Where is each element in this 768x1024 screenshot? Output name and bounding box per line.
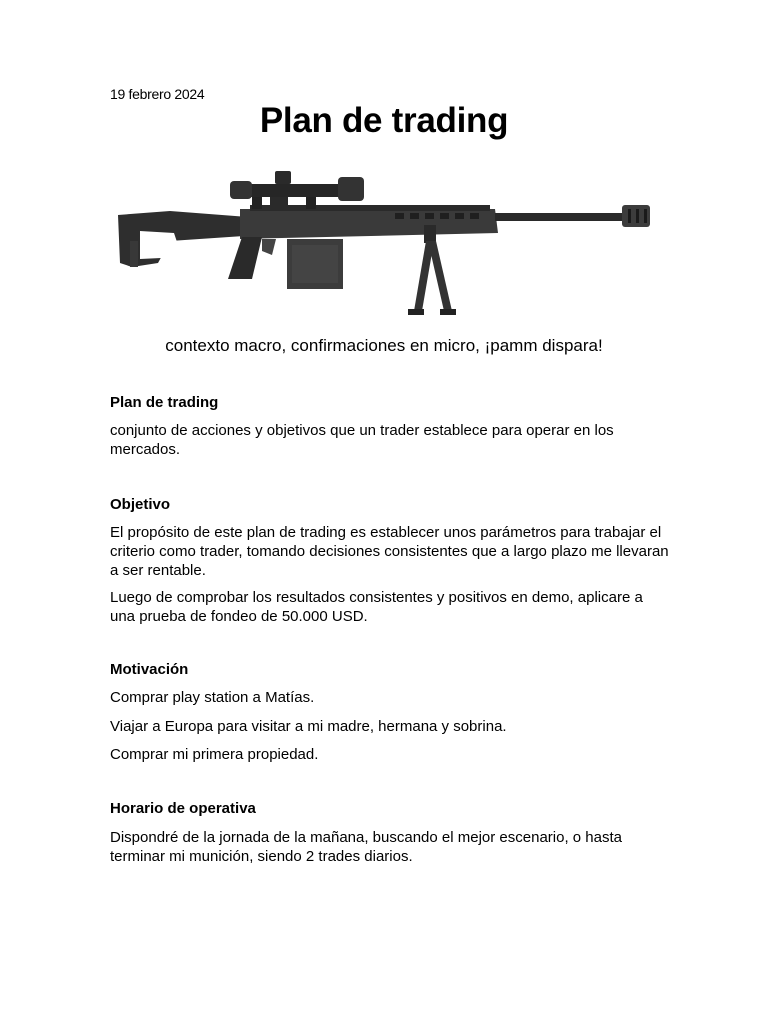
document-title: Plan de trading <box>259 101 509 140</box>
paragraph-objetivo-1: El propósito de este plan de trading es establecer unos parámetros para trabajar el criterio como trader, tomando decisiones consistentes que a largo plazo me llevaran a ser rentable. <box>110 524 669 579</box>
image-caption: contexto macro, confirmaciones en micro, ¡pamm dispara! <box>165 336 603 355</box>
paragraph-motivacion-1: Comprar play station a Matías. <box>110 689 315 706</box>
paragraph-horario-1: Dispondré de la jornada de la mañana, buscando el mejor escenario, o hasta terminar mi munición, siendo 2 trades diarios. <box>110 829 622 865</box>
document-date: 19 febrero 2024 <box>110 86 205 102</box>
section-heading-objetivo: Objetivo <box>110 496 171 513</box>
paragraph-objetivo-2: Luego de comprobar los resultados consistentes y positivos en demo, aplicare a una prueba de fondeo de 50.000 USD. <box>110 589 643 625</box>
section-heading-plan: Plan de trading <box>110 394 219 411</box>
paragraph-motivacion-2: Viajar a Europa para visitar a mi madre, hermana y sobrina. <box>110 718 507 735</box>
section-heading-horario: Horario de operativa <box>110 800 256 817</box>
paragraph-plan-definition: conjunto de acciones y objetivos que un trader establece para operar en los mercados. <box>110 422 614 458</box>
rifle-image <box>110 163 658 329</box>
section-heading-motivacion: Motivación <box>110 661 189 678</box>
paragraph-motivacion-3: Comprar mi primera propiedad. <box>110 746 319 763</box>
